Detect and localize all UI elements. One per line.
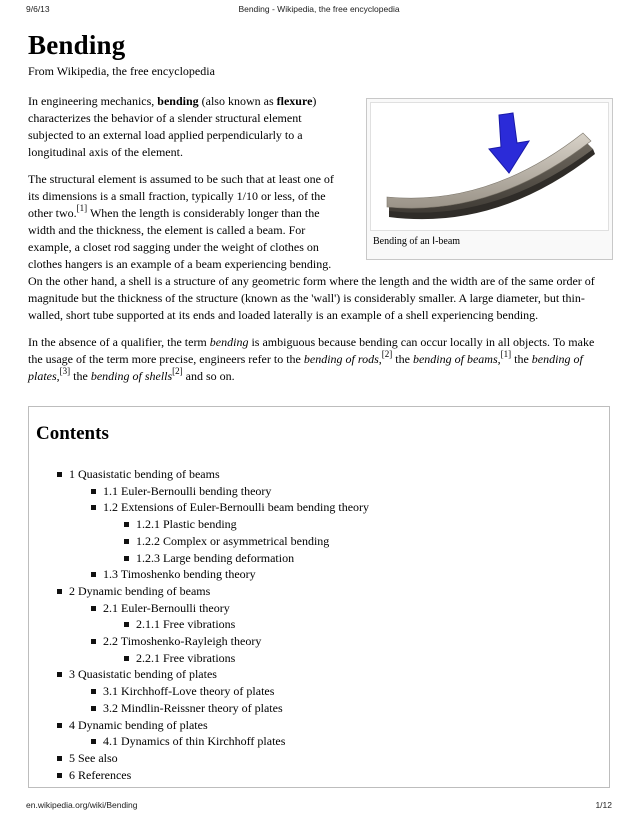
term-bending-of-beams: bending of beams — [412, 352, 498, 366]
citation-link[interactable]: [2] — [381, 349, 393, 359]
term-bending-of-plates: bending of plates — [28, 352, 583, 383]
toc-item[interactable]: 2.2 Timoshenko-Rayleigh theory — [29, 633, 369, 650]
term-bending: bending — [157, 94, 199, 108]
page-subtitle: From Wikipedia, the free encyclopedia — [28, 64, 215, 78]
article-body — [28, 93, 608, 395]
paragraph-qualifier: In the absence of a qualifier, the term bending is ambiguous because bending can occur locally in all objects. To make the usage of the term more precise, engineers refer to the bending of rods,[2] the bending of beams,[1] the bending of plates,[3] the bending of shells[2] and so on. — [28, 335, 595, 383]
toc-item[interactable]: 5 See also — [29, 750, 369, 767]
print-footer — [26, 800, 612, 814]
toc-item[interactable]: 2.2.1 Free vibrations — [29, 650, 369, 667]
print-url: en.wikipedia.org/wiki/Bending — [26, 800, 138, 810]
toc-item[interactable]: 2 Dynamic bending of beams — [29, 583, 369, 600]
term-flexure: flexure — [276, 94, 313, 108]
print-date: 9/6/13 — [26, 4, 50, 14]
toc-item[interactable]: 1.2.3 Large bending deformation — [29, 550, 369, 567]
toc-item[interactable]: 3.2 Mindlin-Reissner theory of plates — [29, 700, 369, 717]
citation-link[interactable]: [1] — [76, 203, 88, 213]
toc-title: Contents — [36, 423, 109, 444]
print-page-title: Bending - Wikipedia, the free encyclopedia — [238, 4, 400, 14]
toc-item[interactable]: 2.1 Euler-Bernoulli theory — [29, 600, 369, 617]
toc-item[interactable]: 4.1 Dynamics of thin Kirchhoff plates — [29, 733, 369, 750]
paragraph-structural: The structural element is assumed to be such that at least one of its dimensions is a small fraction, typically 1/10 or less, of the other two.[1] When the length is considerably longer than the width and the thickness, the element is called a beam. For example, a closet rod sagging under the weight of clothes on clothes hangers is an example of a beam experiencing bending. On the other hand, a shell is a structure of any geometric form where the length and the width are of the same order of magnitude but the thickness of the structure (known as the 'wall') is considerably smaller. A large diameter, but thin-walled, short tube supported at its ends and loaded laterally is an example of a shell experiencing bending. — [28, 172, 595, 322]
toc-item[interactable]: 1 Quasistatic bending of beams — [29, 466, 369, 483]
toc-item[interactable]: 3.1 Kirchhoff-Love theory of plates — [29, 683, 369, 700]
term-bending-of-rods: bending of rods — [303, 352, 379, 366]
page-title: Bending — [28, 30, 126, 60]
figure-caption: Bending of an Ⅰ-beam — [373, 236, 461, 247]
toc-item[interactable]: 1.1 Euler-Bernoulli bending theory — [29, 483, 369, 500]
toc-item[interactable]: 1.3 Timoshenko bending theory — [29, 566, 369, 583]
citation-link[interactable]: [1] — [500, 349, 512, 359]
toc-item[interactable]: 1.2 Extensions of Euler-Bernoulli beam bending theory — [29, 499, 369, 516]
term-bending-of-shells: bending of shells — [90, 369, 173, 383]
citation-link[interactable]: [3] — [59, 366, 71, 376]
toc-item[interactable]: 1.2.1 Plastic bending — [29, 516, 369, 533]
toc-item[interactable]: 1.2.2 Complex or asymmetrical bending — [29, 533, 369, 550]
print-page-number: 1/12 — [595, 800, 612, 810]
toc-item[interactable]: 2.1.1 Free vibrations — [29, 616, 369, 633]
paragraph-intro: In engineering mechanics, bending (also known as flexure) characterizes the behavior of a slender structural element subjected to an external load applied perpendicularly to a longitudinal axis of the element. — [28, 94, 317, 159]
table-of-contents — [28, 406, 610, 788]
print-header — [26, 4, 612, 18]
citation-link[interactable]: [2] — [172, 366, 183, 376]
toc-item[interactable]: 6 References — [29, 767, 369, 784]
toc-item[interactable]: 4 Dynamic bending of plates — [29, 717, 369, 734]
toc-list — [29, 466, 369, 783]
toc-item[interactable]: 3 Quasistatic bending of plates — [29, 666, 369, 683]
